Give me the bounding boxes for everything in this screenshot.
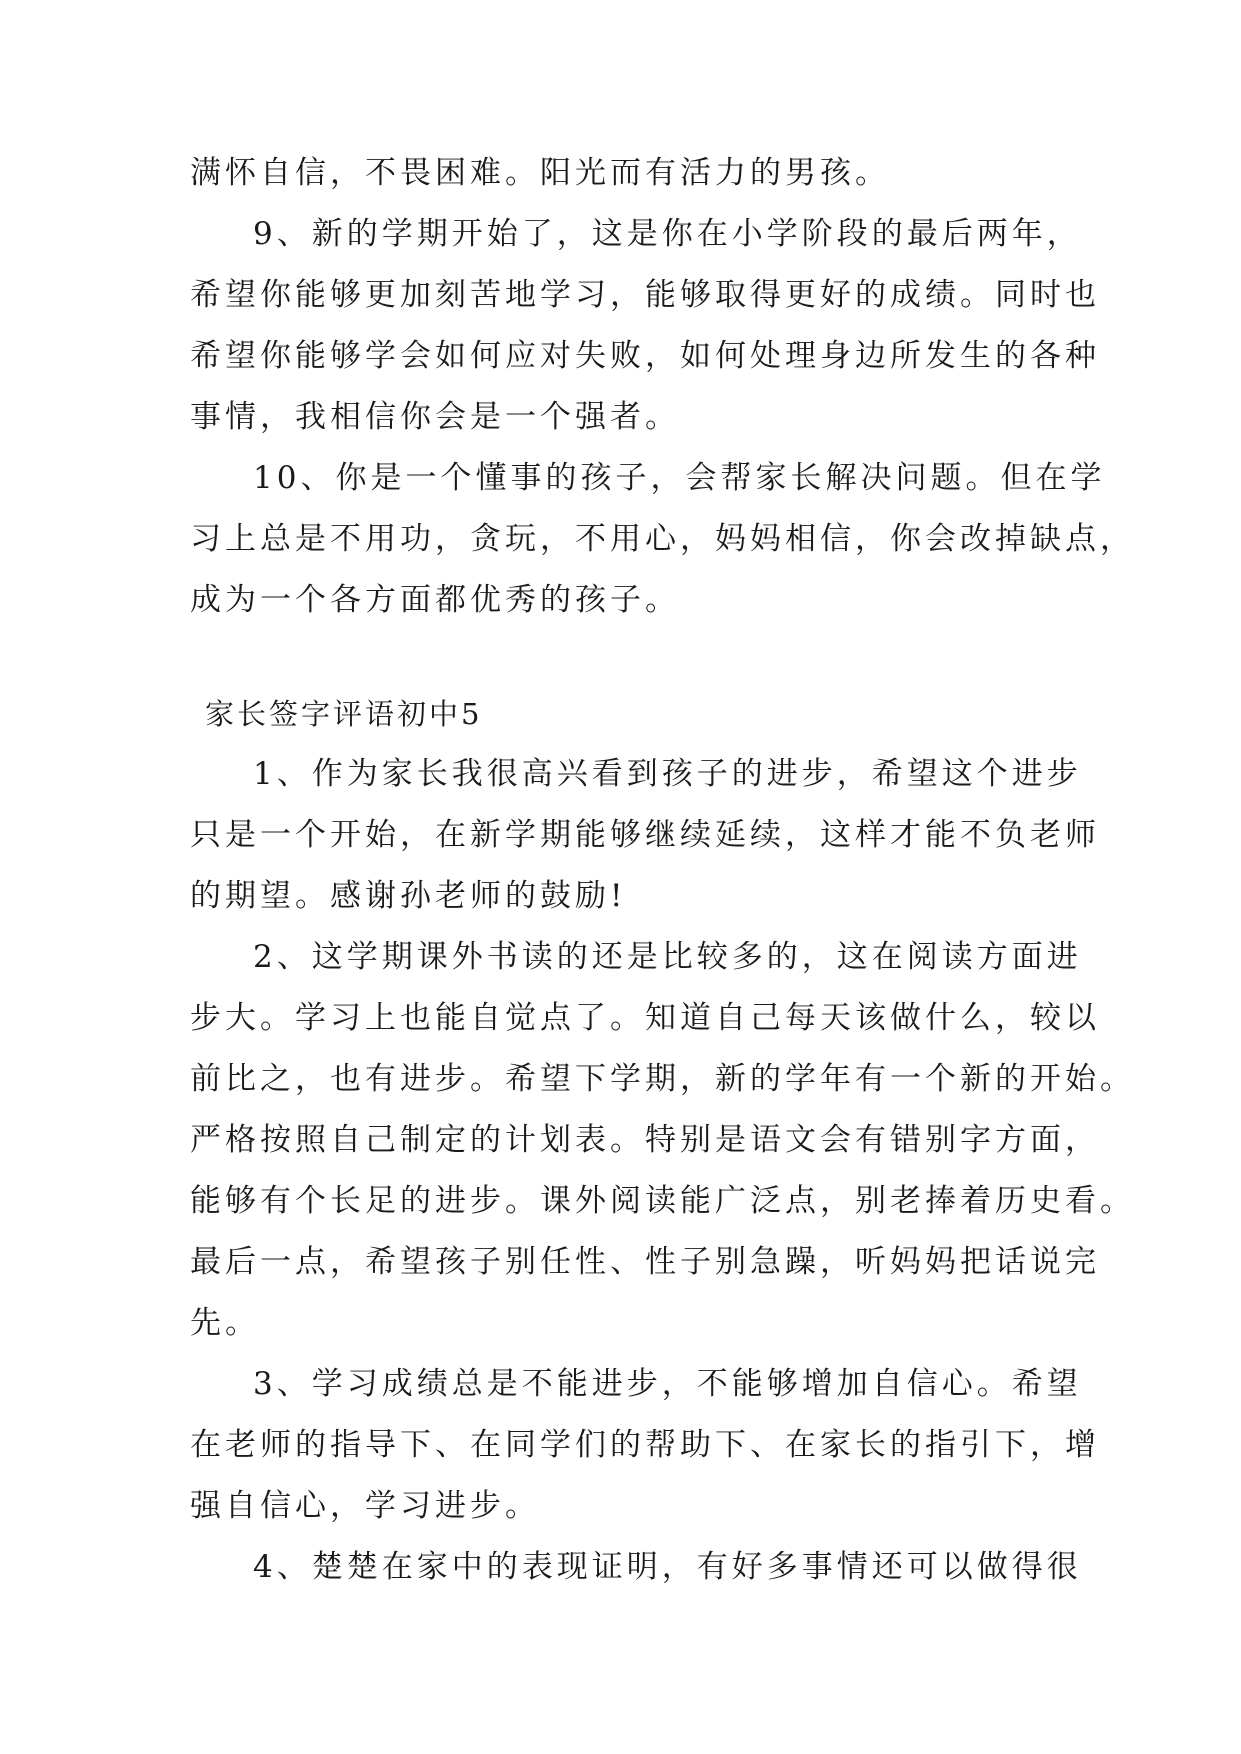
paragraph-line: 9、新的学期开始了，这是你在小学阶段的最后两年， <box>253 216 1082 252</box>
paragraph-line: 先。 <box>190 1305 260 1341</box>
paragraph-line: 的期望。感谢孙老师的鼓励! <box>190 878 627 914</box>
paragraph-line: 满怀自信，不畏困难。阳光而有活力的男孩。 <box>190 155 890 191</box>
paragraph-line: 习上总是不用功，贪玩，不用心，妈妈相信，你会改掉缺点， <box>190 521 1135 557</box>
paragraph-line: 只是一个开始，在新学期能够继续延续，这样才能不负老师 <box>190 817 1100 853</box>
paragraph-line: 步大。学习上也能自觉点了。知道自己每天该做什么，较以 <box>190 1000 1100 1036</box>
paragraph-line: 前比之，也有进步。希望下学期，新的学年有一个新的开始。 <box>190 1061 1135 1097</box>
paragraph-line: 能够有个长足的进步。课外阅读能广泛点，别老捧着历史看。 <box>190 1183 1135 1219</box>
section-heading: 家长签字评语初中5 <box>205 697 483 731</box>
paragraph-line: 最后一点，希望孩子别任性、性子别急躁，听妈妈把话说完 <box>190 1244 1100 1280</box>
paragraph-line: 希望你能够更加刻苦地学习，能够取得更好的成绩。同时也 <box>190 277 1100 313</box>
paragraph-line: 4、楚楚在家中的表现证明，有好多事情还可以做得很 <box>253 1549 1082 1585</box>
paragraph-line: 10、你是一个懂事的孩子，会帮家长解决问题。但在学 <box>253 460 1106 496</box>
paragraph-line: 成为一个各方面都优秀的孩子。 <box>190 582 680 618</box>
paragraph-line: 2、这学期课外书读的还是比较多的，这在阅读方面进 <box>253 939 1082 975</box>
paragraph-line: 强自信心，学习进步。 <box>190 1488 540 1524</box>
paragraph-line: 希望你能够学会如何应对失败，如何处理身边所发生的各种 <box>190 338 1100 374</box>
paragraph-line: 在老师的指导下、在同学们的帮助下、在家长的指引下，增 <box>190 1427 1100 1463</box>
paragraph-line: 事情，我相信你会是一个强者。 <box>190 399 680 435</box>
paragraph-line: 严格按照自己制定的计划表。特别是语文会有错别字方面， <box>190 1122 1100 1158</box>
paragraph-line: 1、作为家长我很高兴看到孩子的进步，希望这个进步 <box>253 756 1082 792</box>
paragraph-line: 3、学习成绩总是不能进步，不能够增加自信心。希望 <box>253 1366 1082 1402</box>
